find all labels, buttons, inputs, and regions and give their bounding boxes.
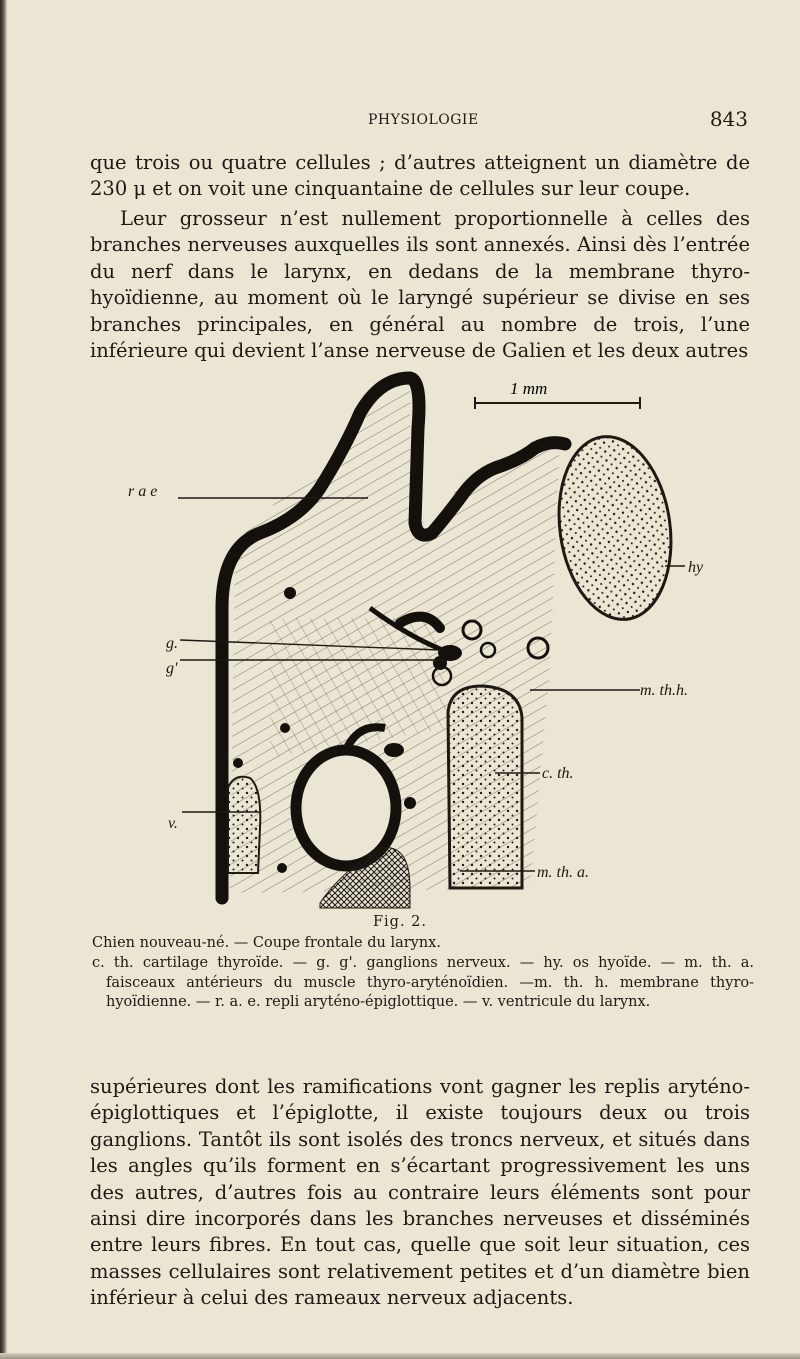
- label-v: v.: [168, 815, 178, 832]
- figure-number: Fig. 2.: [372, 914, 428, 930]
- figure-caption-legend: c. th. cartilage thyroïde. — g. g'. ganglions nerveux. — hy. os hyoïde. — m. th. a. faisceaux antérieurs du muscle thyro-aryténoïdien. —m. th. h. membrane thyro-hyoïdienne. — r. a. e. repli aryténo-épiglottique. — v. ventricule du larynx.: [92, 955, 754, 1010]
- label-cth: c. th.: [542, 765, 574, 782]
- running-head: [90, 108, 748, 134]
- label-g-prime: g': [166, 660, 178, 677]
- hyoid-bone: [548, 429, 683, 627]
- running-title: PHYSIOLOGIE: [368, 112, 479, 128]
- label-hy: hy: [688, 559, 704, 576]
- page-edge-shadow: [0, 0, 7, 1359]
- paragraph-ganglion-size: Leur grosseur n’est nullement proportionnelle à celles des branches nerveuses auxquelles ils sont annexés. Ainsi dès l’entrée du nerf dans le larynx, en dedans de la membrane thyro-hyoïdienne, au moment où le laryngé supérieur se divise en ses branches principales, en général au nombre de trois, l’une inférieure qui devient l’anse nerveuse de Galien et les deux autres: [90, 207, 750, 363]
- cell-cluster-6: [277, 863, 287, 873]
- page-bottom-edge: [0, 1353, 800, 1359]
- cell-cluster-2: [280, 723, 290, 733]
- page-number: 843: [709, 107, 748, 131]
- scale-label: 1 mm: [510, 379, 548, 398]
- cell-cluster-3: [384, 743, 404, 757]
- arytenoid-cartilage: [228, 777, 260, 873]
- paragraph-continued: que trois ou quatre cellules ; d’autres atteignent un diamètre de 230 μ et on voit une cinquantaine de cellules sur leur coupe.: [90, 151, 750, 201]
- larynx-section-drawing: [110, 368, 710, 918]
- label-rae: r a e: [128, 483, 158, 500]
- cell-cluster-1: [284, 587, 296, 599]
- figure-caption-title: Chien nouveau-né. — Coupe frontale du larynx.: [92, 935, 441, 951]
- label-g: g.: [166, 635, 178, 652]
- cell-cluster-5: [404, 797, 416, 809]
- label-mthh: m. th.h.: [640, 682, 688, 699]
- label-mtha: m. th. a.: [537, 864, 589, 881]
- thyroid-cartilage: [448, 686, 522, 888]
- cell-cluster-4: [233, 758, 243, 768]
- paragraph-ganglia-location: supérieures dont les ramifications vont gagner les replis aryténo-épiglottiques et l’épiglotte, il existe toujours deux ou trois ganglions. Tantôt ils sont isolés des troncs nerveux, et situés dans les angles qu’ils forment en s’écartant progressivement les uns des autres, d’autres fois au contraire leurs éléments sont pour ainsi dire incorporés dans les branches nerveuses et disséminés entre leurs fibres. En tout cas, quelle que soit leur situation, ces masses cellulaires sont relativement petites et d’un diamètre bien inférieur à celui des rameaux nerveux adjacents.: [90, 1075, 750, 1310]
- figure-larynx-section: [110, 368, 710, 918]
